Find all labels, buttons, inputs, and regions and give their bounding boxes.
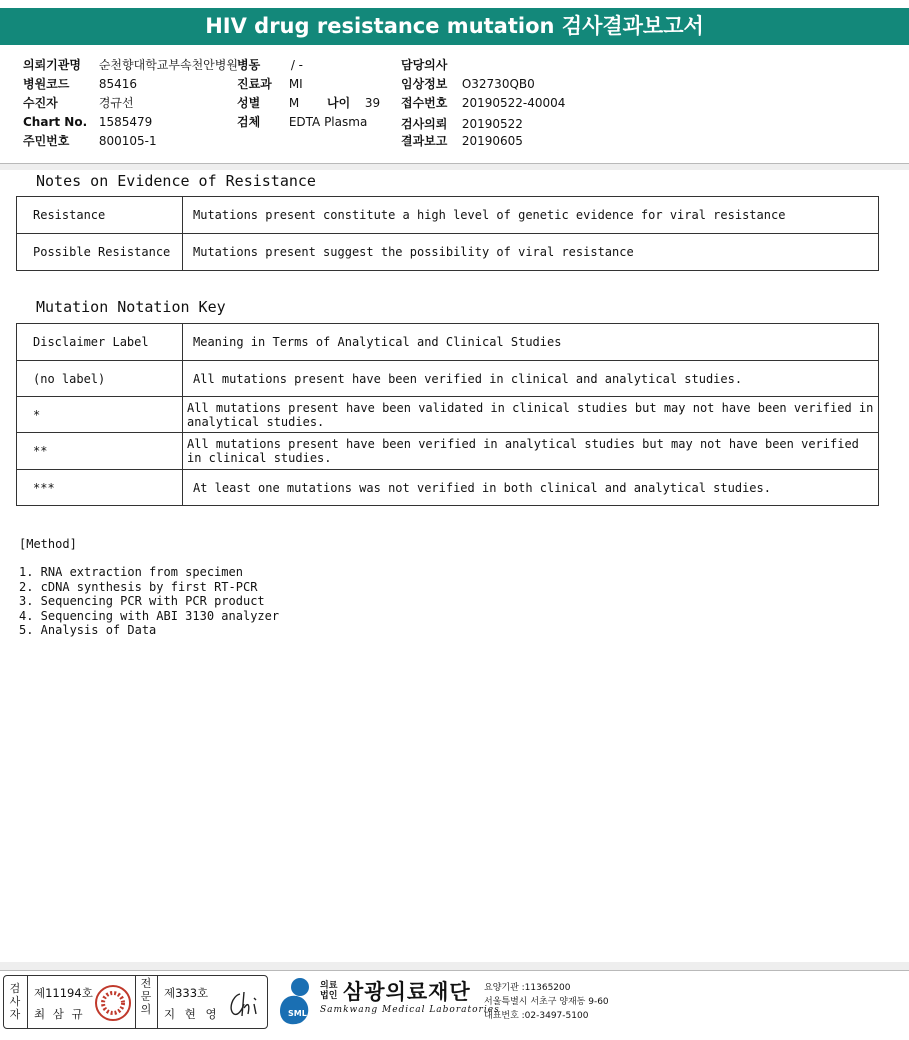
- receipt-label: 접수번호: [401, 96, 448, 110]
- hospital-code-value: 85416: [98, 77, 138, 91]
- specimen-row: [237, 113, 367, 130]
- chart-value: 1585479: [98, 115, 153, 129]
- key-title: Mutation Notation Key: [36, 298, 226, 316]
- brand-prefix-1: 의료: [320, 981, 338, 991]
- request-date: 20190522: [461, 117, 523, 131]
- key-text: At least one mutations was not verified in both clinical and analytical studies.: [183, 470, 879, 506]
- brand-prefix: [320, 981, 337, 1001]
- clinical-info-label: 임상정보: [401, 77, 448, 91]
- institution-label: 의뢰기관명: [23, 58, 81, 72]
- ward-value: / -: [290, 58, 304, 72]
- patient-name: 경규선: [98, 96, 134, 110]
- examiner-no: 제11194호: [34, 986, 93, 1000]
- key-label: Disclaimer Label: [17, 324, 183, 361]
- specialist-label: [138, 976, 154, 1028]
- address: 서울특별시 서초구 양재동 9-60: [484, 997, 609, 1007]
- specialist-name: 지 현 영: [164, 1007, 220, 1021]
- age-row: [327, 94, 380, 111]
- ward-row: [237, 56, 303, 73]
- list-item: 3. Sequencing PCR with PCR product: [19, 594, 265, 608]
- evidence-text: Mutations present constitute a high level of genetic evidence for viral resistance: [183, 197, 879, 234]
- header-band: [0, 164, 909, 170]
- list-item: 1. RNA extraction from specimen: [19, 565, 243, 579]
- brand-name: 삼광의료재단: [343, 980, 471, 1004]
- report-date: 20190605: [461, 134, 523, 148]
- evidence-label: Possible Resistance: [17, 234, 183, 271]
- list-item: 5. Analysis of Data: [19, 623, 157, 637]
- sex-value: M: [288, 96, 300, 110]
- specimen-value: EDTA Plasma: [288, 115, 368, 129]
- evidence-table: [16, 196, 879, 271]
- table-row: [17, 470, 879, 506]
- specimen-label: 검체: [237, 115, 261, 129]
- chart-label: Chart No.: [23, 115, 88, 129]
- logo-text: SML: [288, 1009, 307, 1018]
- clinical-info-row: [401, 75, 535, 92]
- key-label: (no label): [17, 361, 183, 397]
- list-item: 2. cDNA synthesis by first RT-PCR: [19, 579, 258, 594]
- key-text: All mutations present have been validated in clinical studies but may not have been verified in analytical studies.: [183, 397, 879, 433]
- receipt-row: [401, 94, 565, 111]
- table-row: [17, 197, 879, 234]
- id-label: 주민번호: [23, 134, 70, 148]
- id-row: [23, 132, 157, 149]
- key-table: [16, 323, 879, 506]
- brand-english: Samkwang Medical Laboratories: [320, 1005, 500, 1015]
- table-row: [17, 234, 879, 271]
- signature-box: [3, 975, 268, 1029]
- doctor-row: [401, 56, 462, 73]
- key-label: **: [17, 433, 183, 470]
- patient-row: [23, 94, 134, 111]
- key-text: All mutations present have been verified in analytical studies but may not have been verified in clinical studies.: [183, 433, 879, 470]
- evidence-title: Notes on Evidence of Resistance: [36, 172, 316, 190]
- report-label: 결과보고: [401, 134, 448, 148]
- request-label: 검사의뢰: [401, 117, 448, 131]
- sig-divider: [157, 976, 158, 1028]
- age-label: 나이: [327, 96, 351, 110]
- hospital-code-row: [23, 75, 137, 92]
- evidence-text: Mutations present suggest the possibility of viral resistance: [183, 234, 879, 271]
- table-row: [17, 433, 879, 470]
- report-row: [401, 132, 523, 149]
- method-list: [19, 565, 279, 638]
- key-text: Meaning in Terms of Analytical and Clinical Studies: [183, 324, 879, 361]
- patient-label: 수진자: [23, 96, 58, 110]
- sex-row: [237, 94, 299, 111]
- institution-row: [23, 56, 238, 73]
- examiner-seal-icon: [94, 984, 132, 1022]
- dept-value: MI: [288, 77, 303, 91]
- doctor-label: 담당의사: [401, 58, 448, 72]
- footer-divider: [0, 970, 909, 971]
- table-row: [17, 324, 879, 361]
- sig-divider: [27, 976, 28, 1028]
- sml-logo-icon: [270, 977, 318, 1027]
- sex-label: 성별: [237, 96, 261, 110]
- key-label: *: [17, 397, 183, 433]
- chart-row: [23, 115, 152, 129]
- table-row: [17, 361, 879, 397]
- dept-row: [237, 75, 303, 92]
- clinical-info-value: O32730QB0: [461, 77, 535, 91]
- examiner-name: 최 삼 규: [34, 1007, 85, 1021]
- phone: 대표번호 :02-3497-5100: [484, 1011, 589, 1021]
- org-code: 요양기관 :11365200: [484, 983, 571, 993]
- examiner-label-text: 검사자: [9, 982, 21, 1021]
- specialist-label-text: 전문의: [140, 977, 152, 1016]
- institution-value: 순천향대학교부속천안병원: [98, 58, 238, 72]
- report-title: HIV drug resistance mutation 검사결과보고서: [0, 8, 909, 45]
- signature-icon: [226, 986, 266, 1020]
- id-value: 800105-1: [98, 134, 157, 148]
- evidence-label: Resistance: [17, 197, 183, 234]
- ward-label: 병동: [237, 58, 261, 72]
- footer-band: [0, 962, 909, 970]
- request-row: [401, 115, 523, 132]
- hospital-code-label: 병원코드: [23, 77, 70, 91]
- list-item: 4. Sequencing with ABI 3130 analyzer: [19, 608, 280, 623]
- key-label: ***: [17, 470, 183, 506]
- dept-label: 진료과: [237, 77, 272, 91]
- brand-prefix-2: 법인: [320, 991, 338, 1001]
- receipt-value: 20190522-40004: [461, 96, 566, 110]
- age-value: 39: [364, 96, 381, 110]
- specialist-no: 제333호: [164, 986, 209, 1000]
- table-row: [17, 397, 879, 433]
- key-text: All mutations present have been verified in clinical and analytical studies.: [183, 361, 879, 397]
- method-title: [Method]: [19, 537, 77, 551]
- sig-divider: [135, 976, 136, 1028]
- examiner-label: [7, 976, 23, 1028]
